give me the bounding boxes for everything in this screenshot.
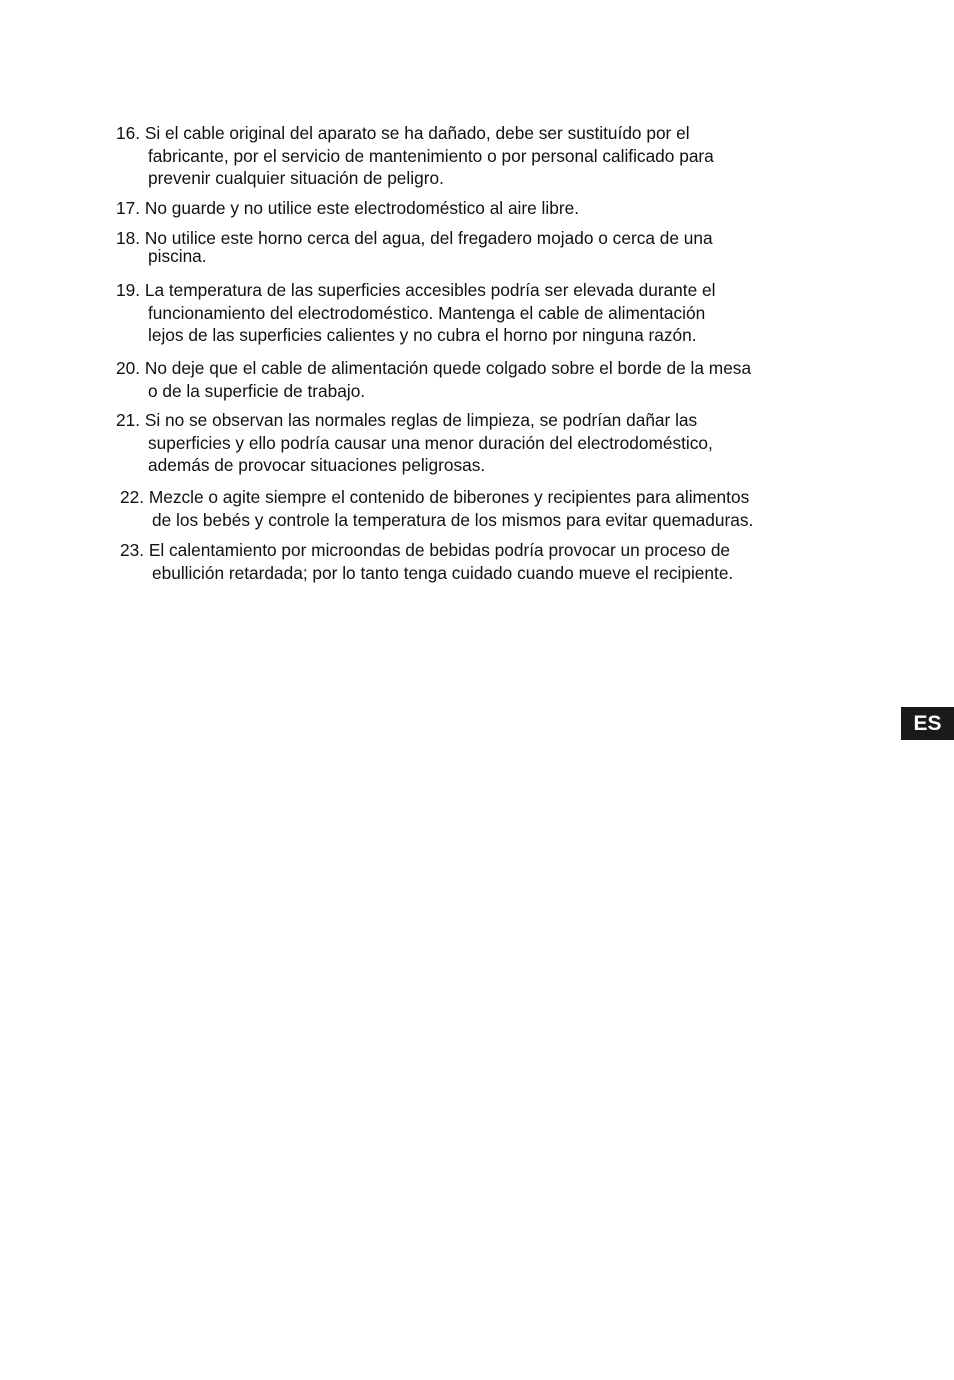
item-number: 19. (116, 280, 141, 300)
item-text-line: fabricante, por el servicio de mantenimiento o por personal calificado para (148, 145, 714, 166)
item-number: 23. (120, 540, 145, 560)
item-text-line: prevenir cualquier situación de peligro. (148, 168, 444, 188)
item-number: 20. (116, 358, 141, 378)
item-number: 18. (116, 228, 141, 248)
item-text-line: No guarde y no utilice este electrodoméstico al aire libre. (144, 198, 580, 218)
item-text-line: La temperatura de las superficies accesibles podría ser elevada durante el (144, 280, 716, 300)
item-text-line: Si el cable original del aparato se ha dañado, debe ser sustituído por el (144, 123, 690, 143)
list-item-17 (116, 197, 846, 220)
item-number: 17. (116, 198, 141, 218)
list-item-23 (120, 539, 850, 584)
item-text-line: o de la superficie de trabajo. (148, 380, 366, 401)
item-number: 16. (116, 123, 141, 143)
language-tab: ES (901, 707, 954, 740)
item-text-line: de los bebés y controle la temperatura de los mismos para evitar quemaduras. (152, 509, 754, 530)
item-text-line: No utilice este horno cerca del agua, del fregadero mojado o cerca de una (144, 228, 713, 248)
item-text-line: además de provocar situaciones peligrosas. (148, 455, 486, 475)
item-text-line: piscina. (148, 246, 207, 266)
list-item-18 (116, 229, 846, 265)
list-item-22 (120, 486, 860, 531)
item-text-line: lejos de las superficies calientes y no cubra el horno por ninguna razón. (148, 325, 697, 345)
item-text-line: ebullición retardada; por lo tanto tenga cuidado cuando mueve el recipiente. (152, 562, 734, 583)
item-text-line: Si no se observan las normales reglas de limpieza, se podrían dañar las (144, 410, 698, 430)
list-item-21 (116, 409, 846, 477)
item-number: 21. (116, 410, 141, 430)
item-text-line: El calentamiento por microondas de bebidas podría provocar un proceso de (148, 540, 731, 560)
item-number: 22. (120, 487, 145, 507)
item-text-line: superficies y ello podría causar una menor duración del electrodoméstico, (148, 432, 713, 453)
item-text-line: No deje que el cable de alimentación quede colgado sobre el borde de la mesa (144, 358, 752, 378)
list-item-16 (116, 122, 846, 190)
list-item-20 (116, 357, 856, 402)
item-text-line: funcionamiento del electrodoméstico. Mantenga el cable de alimentación (148, 302, 706, 323)
list-item-19 (116, 279, 846, 347)
item-text-line: Mezcle o agite siempre el contenido de biberones y recipientes para alimentos (148, 487, 750, 507)
